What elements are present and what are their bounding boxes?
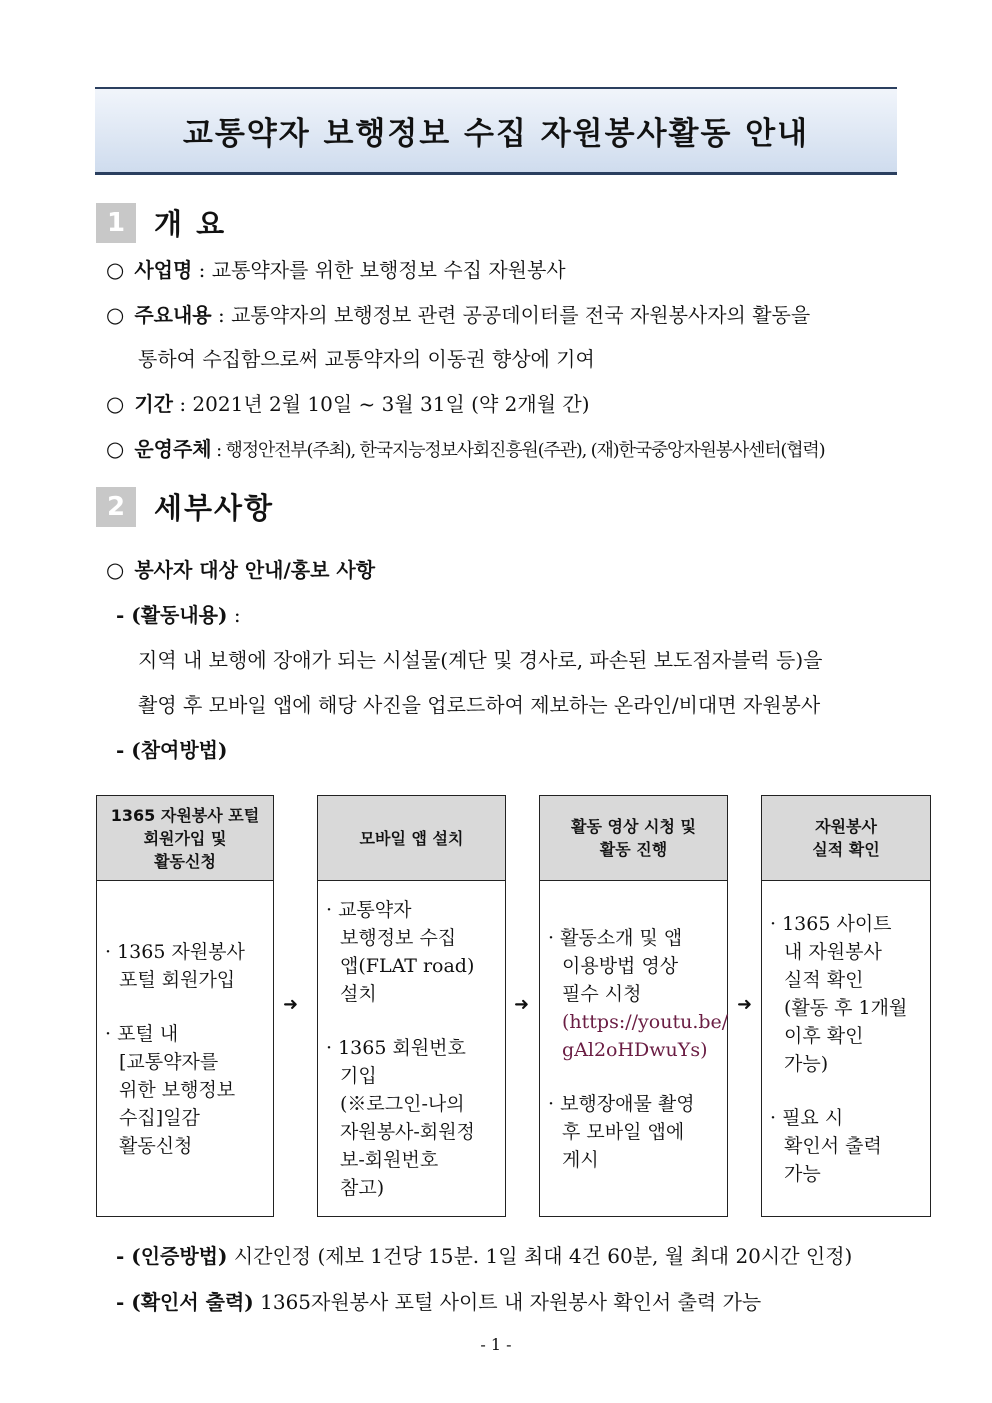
arrow-right-icon: ➜: [737, 994, 753, 1015]
item-text: 교통약자를 위한 보행정보 수집 자원봉사: [211, 258, 566, 282]
circle-bullet-icon: ○: [106, 303, 125, 327]
method-label: - (참여방법): [116, 738, 228, 762]
item-label: 운영주체: [134, 437, 212, 461]
flow-step-bullet: · 1365 회원번호 기입 (※로그인-나의 자원봉사-회원정 보-회원번호 참고): [326, 1037, 475, 1199]
flow-step-bullet: · 활동소개 및 앱 이용방법 영상 필수 시청: [548, 927, 683, 1005]
details-heading-text: 봉사자 대상 안내/홍보 사항: [134, 558, 376, 582]
flow-step-3: [539, 795, 728, 1217]
circle-bullet-icon: ○: [106, 558, 125, 582]
title-banner: [95, 87, 897, 175]
video-link[interactable]: (https://youtu.be/ gAl2oHDwuYs): [562, 1011, 729, 1061]
item-label: 사업명: [134, 258, 193, 282]
flow-step-bullet: · 1365 자원봉사 포털 회원가입: [105, 941, 245, 991]
activity-text-line-2: 촬영 후 모바일 앱에 해당 사진을 업로드하여 제보하는 온라인/비대면 자원봉사: [138, 693, 821, 717]
activity-text-line-1: 지역 내 보행에 장애가 되는 시설물(계단 및 경사로, 파손된 보도점자블럭 등)을: [138, 648, 823, 672]
flow-step-header: 모바일 앱 설치: [318, 796, 505, 881]
overview-item-period: ○ 기간 : 2021년 2월 10일 ~ 3월 31일 (약 2개월 간): [106, 392, 590, 416]
overview-item-organizer: ○ 운영주체 : 행정안전부(주최), 한국지능정보사회진흥원(주관), (재)한국중앙자원봉사센터(협력): [106, 437, 825, 461]
section-number: 2: [96, 487, 136, 527]
flow-step-bullet: · 1365 사이트 내 자원봉사 실적 확인 (활동 후 1개월 이후 확인 가능): [770, 913, 908, 1075]
document-title: 교통약자 보행정보 수집 자원봉사활동 안내: [182, 116, 810, 152]
flow-step-bullet: · 필요 시 확인서 출력 가능: [770, 1107, 882, 1185]
activity-label: - (활동내용): [116, 603, 228, 627]
flow-step-1: [96, 795, 274, 1217]
item-label: 주요내용: [134, 303, 212, 327]
circle-bullet-icon: ○: [106, 258, 125, 282]
flow-step-bullet: · 포털 내 [교통약자를 위한 보행정보 수집]일감 활동신청: [105, 1023, 236, 1157]
flow-step-2: [317, 795, 506, 1217]
item-text: 교통약자의 보행정보 관련 공공데이터를 전국 자원봉사자의 활동을: [231, 303, 811, 327]
flow-step-header: 1365 자원봉사 포털 회원가입 및 활동신청: [97, 796, 273, 881]
method-label-line: [116, 737, 227, 763]
section-header-overview: [96, 202, 226, 243]
details-heading: [106, 557, 375, 583]
flow-step-header: 활동 영상 시청 및 활동 진행: [540, 796, 727, 881]
item-text: 2021년 2월 10일 ~ 3월 31일 (약 2개월 간): [192, 392, 590, 416]
cert-text: 1365자원봉사 포털 사이트 내 자원봉사 확인서 출력 가능: [253, 1290, 762, 1314]
circle-bullet-icon: ○: [106, 437, 125, 461]
item-label: 기간: [134, 392, 173, 416]
overview-item-content-cont: 통하여 수집함으로써 교통약자의 이동권 향상에 기여: [138, 347, 595, 371]
flow-step-4: [761, 795, 931, 1217]
section-header-details: [96, 486, 274, 527]
auth-line: [116, 1243, 852, 1269]
section-title: 개 요: [154, 207, 227, 241]
circle-bullet-icon: ○: [106, 392, 125, 416]
auth-text: 시간인정 (제보 1건당 15분. 1일 최대 4건 60분, 월 최대 20시간 인정): [227, 1244, 853, 1268]
auth-label: - (인증방법): [116, 1244, 228, 1268]
flow-step-body: [97, 882, 273, 1216]
flow-step-body: [762, 882, 930, 1216]
overview-item-project: ○ 사업명 : 교통약자를 위한 보행정보 수집 자원봉사: [106, 258, 566, 282]
flow-step-bullet: · 교통약자 보행정보 수집 앱(FLAT road) 설치: [326, 899, 475, 1005]
activity-label-line: - (활동내용) :: [116, 603, 241, 627]
flow-step-body: [540, 882, 727, 1216]
page-number: - 1 -: [480, 1335, 512, 1354]
overview-item-content: ○ 주요내용 : 교통약자의 보행정보 관련 공공데이터를 전국 자원봉사자의 활동을: [106, 303, 811, 327]
arrow-right-icon: ➜: [283, 994, 299, 1015]
cert-line: [116, 1289, 761, 1315]
cert-label: - (확인서 출력): [116, 1290, 254, 1314]
arrow-right-icon: ➜: [514, 994, 530, 1015]
flow-step-bullet: · 보행장애물 촬영 후 모바일 앱에 게시: [548, 1093, 695, 1171]
item-text: 행정안전부(주최), 한국지능정보사회진흥원(주관), (재)한국중앙자원봉사센터(협력): [225, 440, 825, 461]
flow-step-body: [318, 882, 505, 1216]
flow-step-header: 자원봉사 실적 확인: [762, 796, 930, 881]
section-number: 1: [96, 203, 136, 243]
section-title: 세부사항: [154, 491, 275, 525]
